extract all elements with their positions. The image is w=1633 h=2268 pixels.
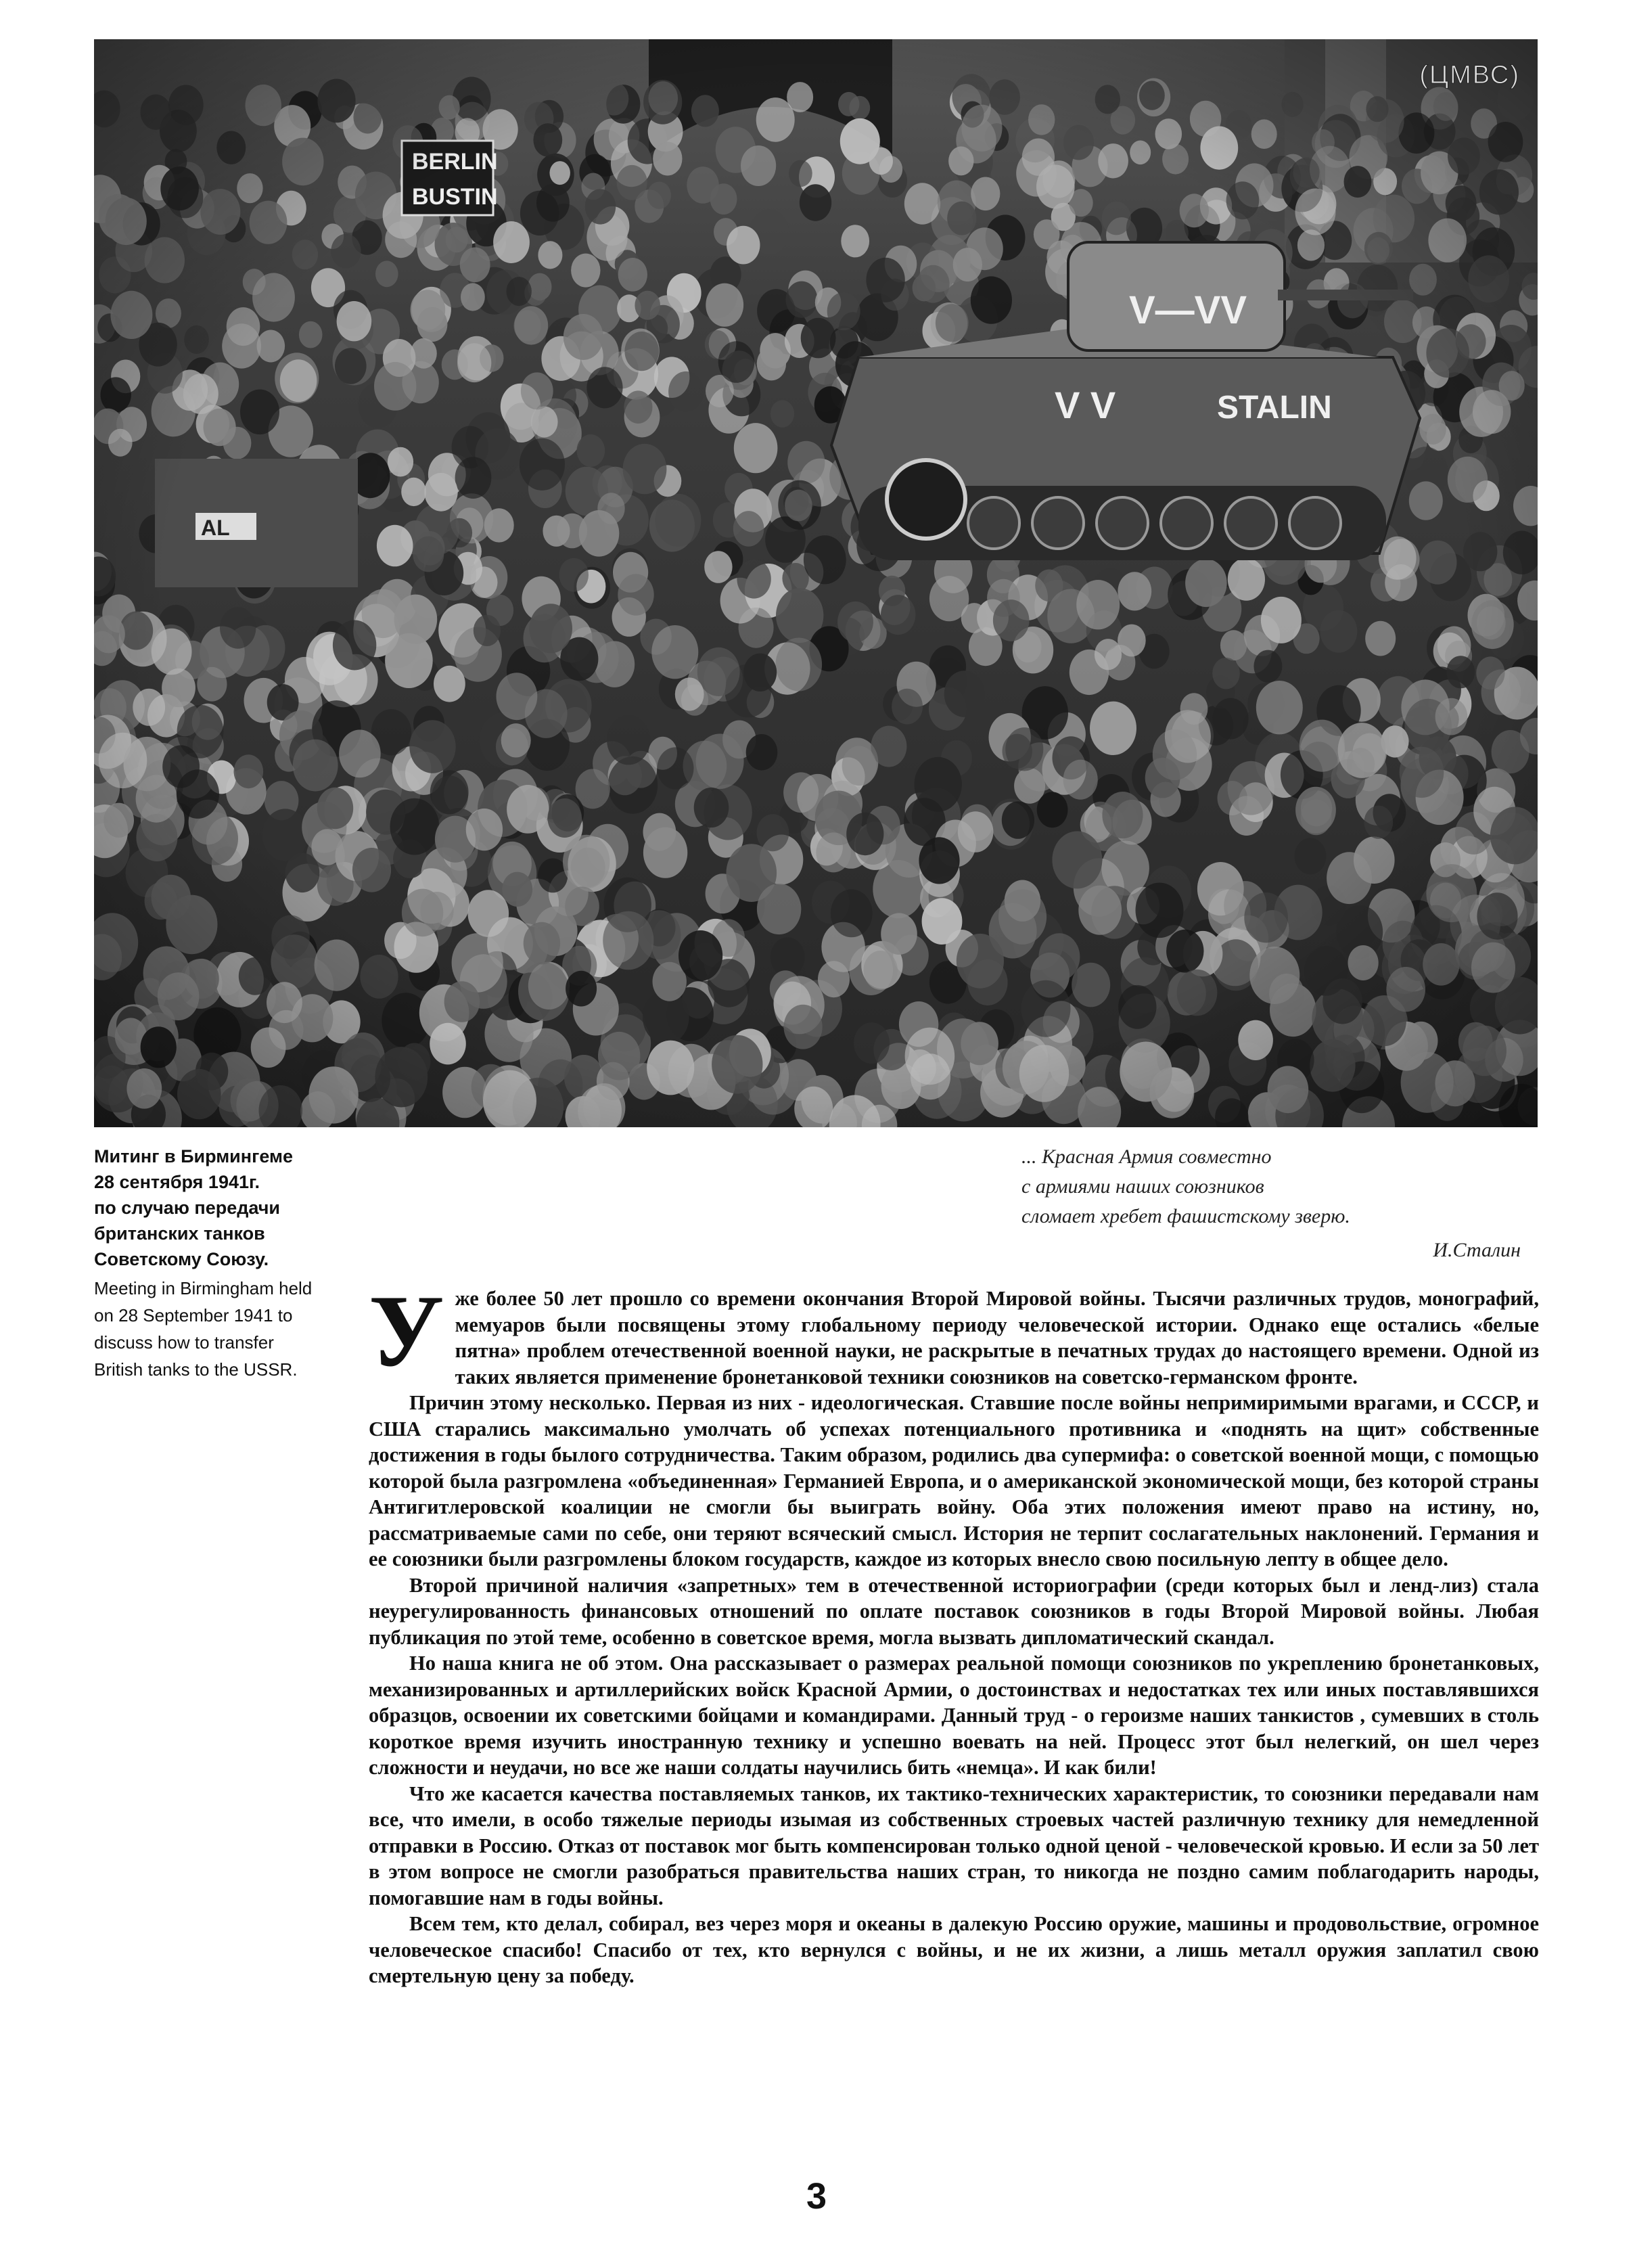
caption-english: Meeting in Birmingham held on 28 September 1941 to discuss how to transfer British tanks to the USSR. — [94, 1278, 313, 1380]
photo-vignette — [94, 39, 1538, 1127]
page-number: 3 — [806, 2176, 827, 2217]
archival-photo — [94, 39, 1538, 1127]
article-paragraph — [369, 1274, 1539, 1390]
caption-russian: Митинг в Бирмингеме 28 сентября 1941г. по случаю передачи британских танков Советскому Союзу. — [94, 1146, 293, 1269]
drop-cap: У — [369, 1274, 444, 1388]
epigraph-quote: ... Красная Армия совместно с армиями наших союзников сломает хребет фашистскому зверю. — [1021, 1146, 1350, 1227]
article-paragraph: Но наша книга не об этом. Она рассказывает о размерах реальной помощи союзников по укреплению бронетанковых, механизированных и артиллерийских войск Красной Армии, о достоинствах и недостатках тех или иных поставлявшихся образцов, освоении их советскими бойцами и командирами. Данный труд - о героизме наших танкистов , сумевших в столь короткое время изучить иностранную технику и успешно воевать на ней. Процесс этот был нелегкий, он шел через сложности и неудачи, но все же наши солдаты научились бить «немца». И как били! — [369, 1652, 1539, 1779]
article-body — [369, 1274, 1539, 1989]
article-paragraph: Что же касается качества поставляемых танков, их тактико-технических характеристик, то союзники передавали нам все, что имели, в особо тяжелые периоды изымая из собственных строевых частей различную технику для немедленной отправки в Россию. Отказ от поставок мог быть компенсирован только одной ценой - человеческой кровью. И если за 50 лет в этом вопросе не смогли разобраться правительства наших стран, то никогда не поздно самим поблагодарить народы, помогавшие нам в годы войны. — [369, 1782, 1539, 1909]
article-paragraph: Причин этому несколько. Первая из них - идеологическая. Ставшие после войны непримиримыми врагами, и СССР, и США старались максимально умолчать об успехах потенциального противника и «поднять на щит» собственные достижения в годы былого сотрудничества. Таким образом, родились два супермифа: о советской военной мощи, с помощью которой была разгромлена «объединенная» Германией Европа, и о американской экономической мощи, без которой страны Антигитлеровской коалиции не смогли бы выиграть войну. Оба этих положения имеют право на истину, но, рассматриваемые сами по себе, они теряют всяческий смысл. История не терпит сослагательных наклонений. Германия и ее союзники были разгромлены блоком государств, каждое из которых внесло свою посильную лепту в общее дело. — [369, 1391, 1539, 1570]
paragraph-text: же более 50 лет прошло со времени окончания Второй Мировой войны. Тысячи различных трудов, монографий, мемуаров были посвящены этому глобальному периоду человеческой истории. Однако еще остались «белые пятна» проблем отечественной военной науки, не раскрытые в печатных трудах до настоящего времени. Одной из таких является применение бронетанковой техники союзников на советско-германском фронте. — [455, 1287, 1539, 1388]
crowd-and-tank-photo — [94, 39, 1538, 1127]
article-paragraph: Второй причиной наличия «запретных» тем в отечественной историографии (среди которых был и ленд-лиз) стала неурегулированность финансовых отношений по оплате поставок союзников в годы Второй Мировой войны. Любая публикация по этой теме, особенно в советское время, могла вызвать дипломатический скандал. — [369, 1573, 1539, 1649]
archive-watermark: (ЦМВС) — [1419, 61, 1520, 89]
article-paragraph: Всем тем, кто делал, собирал, вез через моря и океаны в далекую Россию оружие, машины и продовольствие, огромное человеческое спасибо! Спасибо от тех, кто вернулся с войны, и не их жизни, а лишь металл оружия заплатил свою смертельную цену за победу. — [369, 1912, 1539, 1987]
epigraph — [1021, 1142, 1536, 1265]
epigraph-author: И.Сталин — [1433, 1239, 1521, 1261]
photo-caption — [94, 1143, 344, 1383]
